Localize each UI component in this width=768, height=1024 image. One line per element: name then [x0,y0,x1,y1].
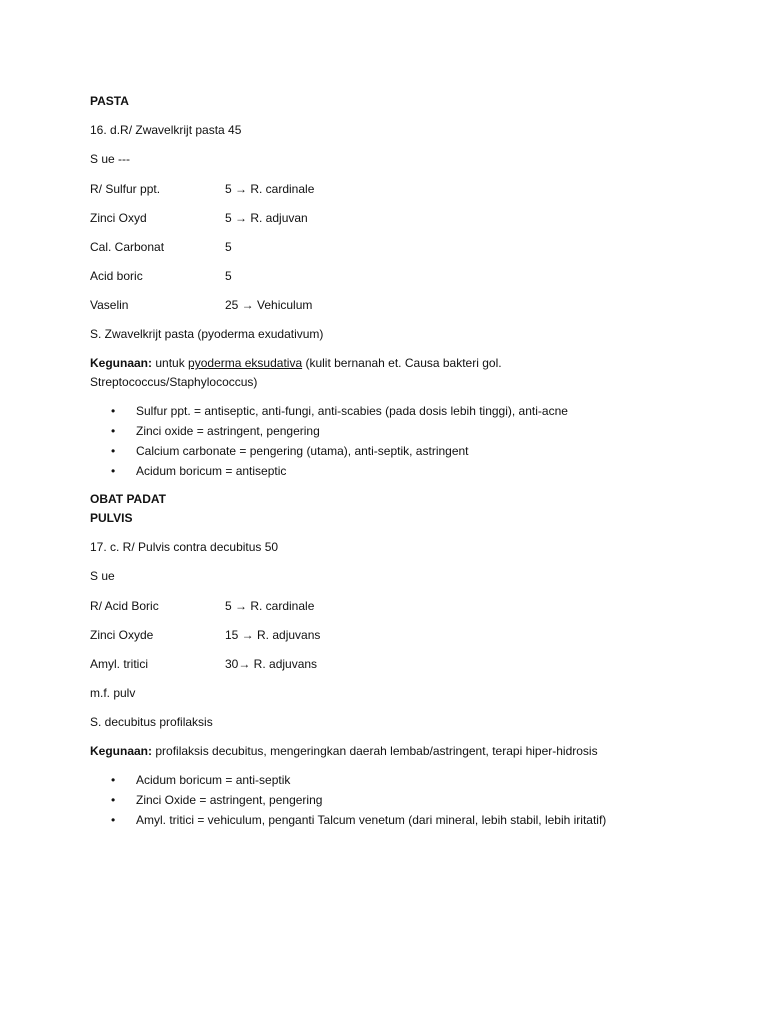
ingredient-amount: 5 [225,240,232,254]
ingredient-row [90,269,232,283]
bullet-icon: • [111,444,116,458]
ingredient-row [90,240,232,254]
ingredient-name: Vaselin [90,298,129,312]
ingredient-name: R/ Acid Boric [90,599,159,613]
heading-pasta: PASTA [90,94,129,108]
ingredient-row [90,628,321,642]
ingredient-name: Zinci Oxyde [90,628,154,642]
bullet-icon: • [111,464,116,478]
signature-line: S. decubitus profilaksis [90,715,213,729]
recipe-title: 17. c. R/ Pulvis contra decubitus 50 [90,540,279,554]
ingredient-name: Acid boric [90,269,143,283]
bullet-icon: • [111,813,116,827]
ingredient-amount: 30→ R. adjuvans [225,657,318,671]
ingredient-row [90,182,315,196]
usage-paragraph [90,354,560,392]
usage-text: profilaksis decubitus, mengeringkan daerah lembab/astringent, terapi hiper-hidrosis [152,744,598,758]
ingredient-amount: 5 → R. adjuvan [225,211,308,225]
heading-obat-padat: OBAT PADAT [90,492,166,506]
ingredient-amount: 15 → R. adjuvans [225,628,321,642]
heading-pulvis: PULVIS [90,511,133,525]
ingredient-row [90,211,308,225]
signa-line: S ue [90,569,115,583]
signa-line: S ue --- [90,152,131,166]
ingredient-amount: 25 → Vehiculum [225,298,313,312]
ingredient-name: R/ Sulfur ppt. [90,182,161,196]
usage-post: (kulit bernanah et. Causa bakteri gol. Streptococcus/Staphylococcus) [90,356,502,389]
document-page: PASTA 16. d.R/ Zwavelkrijt pasta 45 S ue --- R/ Sulfur ppt. 5 → R. cardinale Zinci Oxyd 5 → R. adjuvan Cal. Carbonat 5 Acid boric 5 Vaselin 25 → Vehiculum S. Zwavelkrijt pasta (pyoderma exudativum) Kegunaan: untuk pyoderma eksudativa (kulit bernanah et. Causa bakteri gol. Streptococcus/Staphylococcus) • Sulfur ppt. = antiseptic, anti-fungi, anti-scabies (pada dosis lebih tinggi), anti-acne • Zinci oxide = astringent, pengering • Calcium carbonate = pengering (utama), anti-septik, astringent • Acidum boricum = antiseptic OBAT PADAT PULVIS 17. c. R/ Pulvis contra decubitus 50 S ue R/ Acid Boric 5 → R. cardinale Zinci Oxyde 15 → R. adjuvans Amyl. tritici 30→ R. adjuvans m.f. pulv S. decubitus profilaksis Kegunaan: profilaksis decubitus, mengeringkan daerah lembab/astringent, terapi hiper-hidrosis • Acidum boricum = anti-septik • Zinci Oxide = astringent, pengering • Amyl. tritici = vehiculum, penganti Talcum venetum (dari mineral, lebih stabil, lebih iritatif) [0,0,768,1024]
usage-paragraph [90,744,598,758]
ingredient-name: Amyl. tritici [90,657,148,671]
bullet-icon: • [111,404,116,418]
ingredient-amount: 5 → R. cardinale [225,599,315,613]
bullet-icon: • [111,793,116,807]
usage-label: Kegunaan: [90,744,153,758]
ingredient-row [90,298,313,312]
ingredient-name: Zinci Oxyd [90,211,147,225]
usage-pre: untuk [152,356,189,370]
recipe-title: 16. d.R/ Zwavelkrijt pasta 45 [90,123,242,137]
usage-underlined: pyoderma eksudativa [188,356,303,370]
usage-label: Kegunaan: [90,356,153,370]
ingredient-amount: 5 → R. cardinale [225,182,315,196]
ingredient-row [90,599,315,613]
bullet-icon: • [111,773,116,787]
signature-line: S. Zwavelkrijt pasta (pyoderma exudativum) [90,327,324,341]
ingredient-row [90,657,318,671]
ingredient-amount: 5 [225,269,232,283]
ingredient-name: Cal. Carbonat [90,240,165,254]
bullet-icon: • [111,424,116,438]
mf-line: m.f. pulv [90,686,136,700]
